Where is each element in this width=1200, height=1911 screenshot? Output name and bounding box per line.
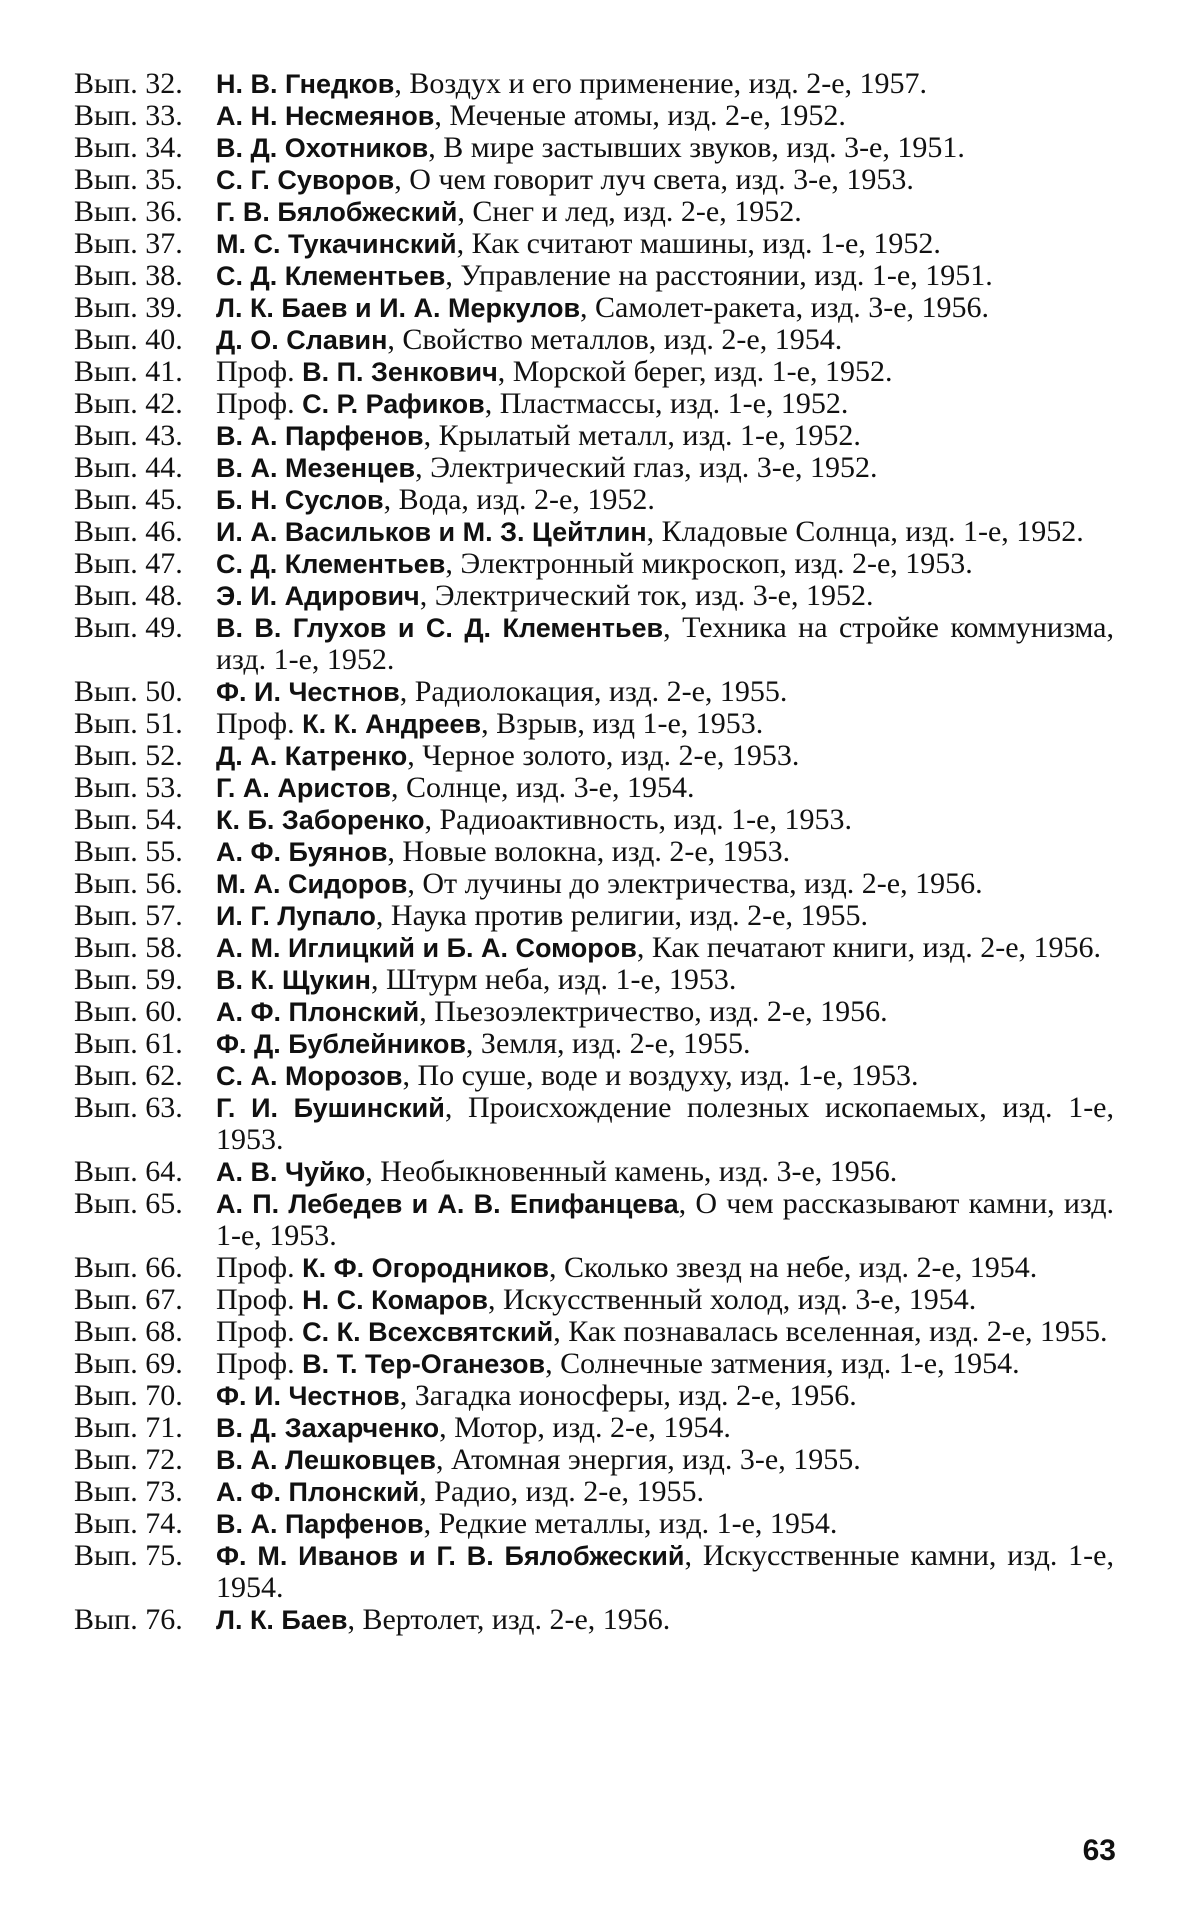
author-name: Г. А. Аристов bbox=[216, 773, 391, 803]
author-name: А. Ф. Плонский bbox=[216, 1477, 420, 1507]
entry-text bbox=[216, 452, 1114, 484]
author-name: И. А. Васильков и М. З. Цейтлин bbox=[216, 517, 647, 547]
list-item bbox=[74, 740, 1114, 772]
entry-text bbox=[216, 324, 1114, 356]
book-title: , Электрический ток, изд. 3-е, 1952. bbox=[419, 579, 874, 612]
author-name: К. Б. Заборенко bbox=[216, 805, 425, 835]
issue-number: Вып. 43. bbox=[74, 419, 183, 452]
book-title: , Крылатый металл, изд. 1-е, 1952. bbox=[423, 419, 861, 452]
author-name: К. Ф. Огородников bbox=[302, 1253, 549, 1283]
list-item bbox=[74, 868, 1114, 900]
book-title: , Радиолокация, изд. 2-е, 1955. bbox=[399, 675, 788, 708]
entry-text bbox=[216, 484, 1114, 516]
author-name: В. Т. Тер-Оганезов bbox=[302, 1349, 546, 1379]
list-item bbox=[74, 132, 1114, 164]
list-item bbox=[74, 1316, 1114, 1348]
book-title: , Редкие металлы, изд. 1-е, 1954. bbox=[423, 1507, 838, 1540]
entry-text bbox=[216, 292, 1114, 324]
book-title: , Новые волокна, изд. 2-е, 1953. bbox=[387, 835, 791, 868]
author-name: Л. К. Баев bbox=[216, 1605, 348, 1635]
entry-text bbox=[216, 676, 1114, 708]
entry-text bbox=[216, 516, 1114, 548]
list-item bbox=[74, 516, 1114, 548]
list-item bbox=[74, 1604, 1114, 1636]
issue-number: Вып. 33. bbox=[74, 99, 183, 132]
list-item bbox=[74, 1060, 1114, 1092]
book-title: , Наука против религии, изд. 2-е, 1955. bbox=[375, 899, 868, 932]
book-title: , Воздух и его применение, изд. 2-е, 1957. bbox=[394, 67, 928, 100]
issue-number: Вып. 41. bbox=[74, 355, 183, 388]
list-item bbox=[74, 420, 1114, 452]
issue-number: Вып. 35. bbox=[74, 163, 183, 196]
list-item bbox=[74, 612, 1114, 676]
issue-number: Вып. 48. bbox=[74, 579, 183, 612]
issue-number: Вып. 76. bbox=[74, 1603, 183, 1636]
title-prefix: Проф. bbox=[216, 1315, 303, 1348]
issue-number: Вып. 52. bbox=[74, 739, 183, 772]
list-item bbox=[74, 1284, 1114, 1316]
book-title: , О чем говорит луч света, изд. 3-е, 1953. bbox=[394, 163, 914, 196]
issue-number: Вып. 67. bbox=[74, 1283, 183, 1316]
entry-text bbox=[216, 1348, 1114, 1380]
list-item bbox=[74, 164, 1114, 196]
entry-text bbox=[216, 356, 1114, 388]
book-title: , Как познавалась вселенная, изд. 2-е, 1955. bbox=[553, 1315, 1108, 1348]
book-title: , Электрический глаз, изд. 3-е, 1952. bbox=[415, 451, 878, 484]
list-item bbox=[74, 1380, 1114, 1412]
author-name: В. А. Парфенов bbox=[216, 421, 424, 451]
list-item bbox=[74, 68, 1114, 100]
book-title: , Атомная энергия, изд. 3-е, 1955. bbox=[435, 1443, 861, 1476]
list-item bbox=[74, 580, 1114, 612]
entry-text bbox=[216, 804, 1114, 836]
author-name: Э. И. Адирович bbox=[216, 581, 420, 611]
entry-text bbox=[216, 164, 1114, 196]
issue-number: Вып. 70. bbox=[74, 1379, 183, 1412]
issue-number: Вып. 32. bbox=[74, 67, 183, 100]
book-title: , Техника на стройке коммунизма, изд. 1-е, 1952. bbox=[216, 611, 1114, 676]
list-item bbox=[74, 356, 1114, 388]
entry-text bbox=[216, 1156, 1114, 1188]
author-name: Ф. И. Честнов bbox=[216, 677, 400, 707]
list-item bbox=[74, 292, 1114, 324]
entry-text bbox=[216, 1444, 1114, 1476]
list-item bbox=[74, 1156, 1114, 1188]
issue-number: Вып. 74. bbox=[74, 1507, 183, 1540]
issue-number: Вып. 36. bbox=[74, 195, 183, 228]
entry-text bbox=[216, 1540, 1114, 1604]
list-item bbox=[74, 1028, 1114, 1060]
list-item bbox=[74, 676, 1114, 708]
entry-text bbox=[216, 1476, 1114, 1508]
list-item bbox=[74, 708, 1114, 740]
author-name: В. А. Парфенов bbox=[216, 1509, 424, 1539]
book-title: , Радио, изд. 2-е, 1955. bbox=[419, 1475, 705, 1508]
entry-text bbox=[216, 1380, 1114, 1412]
list-item bbox=[74, 1092, 1114, 1156]
list-item bbox=[74, 388, 1114, 420]
list-item bbox=[74, 1444, 1114, 1476]
entry-text bbox=[216, 260, 1114, 292]
author-name: Л. К. Баев и И. А. Меркулов bbox=[216, 293, 581, 323]
issue-number: Вып. 37. bbox=[74, 227, 183, 260]
author-name: Г. В. Бялобжеский bbox=[216, 197, 458, 227]
author-name: А. В. Чуйко bbox=[216, 1157, 366, 1187]
entry-text bbox=[216, 868, 1114, 900]
issue-number: Вып. 53. bbox=[74, 771, 183, 804]
issue-number: Вып. 49. bbox=[74, 611, 183, 644]
author-name: А. Ф. Плонский bbox=[216, 997, 420, 1027]
page-number: 63 bbox=[1082, 1834, 1116, 1867]
entry-text bbox=[216, 772, 1114, 804]
entry-text bbox=[216, 900, 1114, 932]
book-title: , Штурм неба, изд. 1-е, 1953. bbox=[370, 963, 737, 996]
list-item bbox=[74, 196, 1114, 228]
book-title: , Снег и лед, изд. 2-е, 1952. bbox=[457, 195, 802, 228]
title-prefix: Проф. bbox=[216, 1251, 303, 1284]
author-name: В. В. Глухов и С. Д. Клементьев bbox=[216, 613, 664, 643]
issue-number: Вып. 71. bbox=[74, 1411, 183, 1444]
entry-text bbox=[216, 548, 1114, 580]
title-prefix: Проф. bbox=[216, 1283, 303, 1316]
publication-list bbox=[74, 68, 1114, 1636]
issue-number: Вып. 75. bbox=[74, 1539, 183, 1572]
book-title: , Взрыв, изд 1-е, 1953. bbox=[481, 707, 764, 740]
issue-number: Вып. 47. bbox=[74, 547, 183, 580]
list-item bbox=[74, 452, 1114, 484]
title-prefix: Проф. bbox=[216, 1347, 303, 1380]
list-item bbox=[74, 964, 1114, 996]
entry-text bbox=[216, 1412, 1114, 1444]
author-name: Н. С. Комаров bbox=[302, 1285, 488, 1315]
book-title: , По суше, воде и воздуху, изд. 1-е, 1953. bbox=[402, 1059, 919, 1092]
book-title: , Свойство металлов, изд. 2-е, 1954. bbox=[387, 323, 843, 356]
entry-text bbox=[216, 996, 1114, 1028]
issue-number: Вып. 61. bbox=[74, 1027, 183, 1060]
book-title: , Управление на расстоянии, изд. 1-е, 1951. bbox=[445, 259, 993, 292]
issue-number: Вып. 50. bbox=[74, 675, 183, 708]
entry-text bbox=[216, 388, 1114, 420]
entry-text bbox=[216, 1284, 1114, 1316]
issue-number: Вып. 64. bbox=[74, 1155, 183, 1188]
book-title: , Кладовые Солнца, изд. 1-е, 1952. bbox=[646, 515, 1084, 548]
entry-text bbox=[216, 100, 1114, 132]
entry-text bbox=[216, 1188, 1114, 1252]
author-name: А. М. Иглицкий и Б. А. Соморов bbox=[216, 933, 637, 963]
entry-text bbox=[216, 1508, 1114, 1540]
issue-number: Вып. 51. bbox=[74, 707, 183, 740]
book-title: , Электронный микроскоп, изд. 2-е, 1953. bbox=[445, 547, 973, 580]
entry-text bbox=[216, 612, 1114, 676]
entry-text bbox=[216, 708, 1114, 740]
book-title: , О чем рассказывают камни, изд. 1-е, 1953. bbox=[216, 1187, 1115, 1252]
list-item bbox=[74, 1508, 1114, 1540]
list-item bbox=[74, 548, 1114, 580]
book-title: , Как считают машины, изд. 1-е, 1952. bbox=[456, 227, 941, 260]
author-name: В. Д. Захарченко bbox=[216, 1413, 440, 1443]
entry-text bbox=[216, 420, 1114, 452]
author-name: В. А. Лешковцев bbox=[216, 1445, 436, 1475]
entry-text bbox=[216, 1316, 1114, 1348]
title-prefix: Проф. bbox=[216, 707, 303, 740]
author-name: В. П. Зенкович bbox=[302, 357, 498, 387]
author-name: С. Г. Суворов bbox=[216, 165, 395, 195]
issue-number: Вып. 54. bbox=[74, 803, 183, 836]
list-item bbox=[74, 900, 1114, 932]
book-title: , Происхождение полезных ископаемых, изд. 1-е, 1953. bbox=[216, 1091, 1114, 1156]
author-name: М. С. Тукачинский bbox=[216, 229, 457, 259]
author-name: Г. И. Бушинский bbox=[216, 1093, 445, 1123]
author-name: С. К. Всехсвятский bbox=[302, 1317, 554, 1347]
entry-text bbox=[216, 1604, 1114, 1636]
book-title: , Солнечные затмения, изд. 1-е, 1954. bbox=[545, 1347, 1020, 1380]
entry-text bbox=[216, 1028, 1114, 1060]
list-item bbox=[74, 1348, 1114, 1380]
author-name: С. Д. Клементьев bbox=[216, 261, 446, 291]
book-title: , Радиоактивность, изд. 1-е, 1953. bbox=[424, 803, 852, 836]
issue-number: Вып. 34. bbox=[74, 131, 183, 164]
issue-number: Вып. 68. bbox=[74, 1315, 183, 1348]
issue-number: Вып. 59. bbox=[74, 963, 183, 996]
issue-number: Вып. 56. bbox=[74, 867, 183, 900]
entry-text bbox=[216, 964, 1114, 996]
list-item bbox=[74, 836, 1114, 868]
book-title: , Пьезоэлектричество, изд. 2-е, 1956. bbox=[419, 995, 888, 1028]
entry-text bbox=[216, 740, 1114, 772]
entry-text bbox=[216, 932, 1114, 964]
list-item bbox=[74, 932, 1114, 964]
entry-text bbox=[216, 132, 1114, 164]
author-name: С. А. Морозов bbox=[216, 1061, 403, 1091]
author-name: Б. Н. Суслов bbox=[216, 485, 384, 515]
author-name: К. К. Андреев bbox=[302, 709, 482, 739]
book-title: , Вода, изд. 2-е, 1952. bbox=[383, 483, 655, 516]
list-item bbox=[74, 772, 1114, 804]
book-title: , Земля, изд. 2-е, 1955. bbox=[465, 1027, 751, 1060]
author-name: А. П. Лебедев и А. В. Епифанцева bbox=[216, 1189, 679, 1219]
book-title: , Искусственный холод, изд. 3-е, 1954. bbox=[487, 1283, 977, 1316]
entry-text bbox=[216, 836, 1114, 868]
author-name: С. Д. Клементьев bbox=[216, 549, 446, 579]
list-item bbox=[74, 996, 1114, 1028]
entry-text bbox=[216, 580, 1114, 612]
issue-number: Вып. 60. bbox=[74, 995, 183, 1028]
issue-number: Вып. 58. bbox=[74, 931, 183, 964]
book-title: , Как печатают книги, изд. 2-е, 1956. bbox=[636, 931, 1102, 964]
book-title: , Искусственные камни, изд. 1-е, 1954. bbox=[216, 1539, 1114, 1604]
book-title: , Необыкновенный камень, изд. 3-е, 1956. bbox=[365, 1155, 898, 1188]
author-name: Ф. М. Иванов и Г. В. Бялобжеский bbox=[216, 1541, 685, 1571]
list-item bbox=[74, 1412, 1114, 1444]
author-name: А. Ф. Буянов bbox=[216, 837, 388, 867]
issue-number: Вып. 39. bbox=[74, 291, 183, 324]
list-item bbox=[74, 484, 1114, 516]
book-title: , Черное золото, изд. 2-е, 1953. bbox=[407, 739, 800, 772]
entry-text bbox=[216, 196, 1114, 228]
author-name: Д. О. Славин bbox=[216, 325, 388, 355]
issue-number: Вып. 44. bbox=[74, 451, 183, 484]
book-title: , Вертолет, изд. 2-е, 1956. bbox=[347, 1603, 671, 1636]
entry-text bbox=[216, 1252, 1114, 1284]
list-item bbox=[74, 804, 1114, 836]
list-item bbox=[74, 324, 1114, 356]
book-title: , Пластмассы, изд. 1-е, 1952. bbox=[484, 387, 849, 420]
entry-text bbox=[216, 1092, 1114, 1156]
list-item bbox=[74, 100, 1114, 132]
issue-number: Вып. 38. bbox=[74, 259, 183, 292]
list-item bbox=[74, 1540, 1114, 1604]
issue-number: Вып. 62. bbox=[74, 1059, 183, 1092]
author-name: В. А. Мезенцев bbox=[216, 453, 416, 483]
book-title: , В мире застывших звуков, изд. 3-е, 1951. bbox=[428, 131, 965, 164]
author-name: Ф. Д. Бублейников bbox=[216, 1029, 466, 1059]
book-title: , Морской берег, изд. 1-е, 1952. bbox=[497, 355, 893, 388]
book-title: , Самолет-ракета, изд. 3-е, 1956. bbox=[580, 291, 990, 324]
issue-number: Вып. 45. bbox=[74, 483, 183, 516]
title-prefix: Проф. bbox=[216, 387, 303, 420]
title-prefix: Проф. bbox=[216, 355, 303, 388]
issue-number: Вып. 63. bbox=[74, 1091, 183, 1124]
entry-text bbox=[216, 228, 1114, 260]
author-name: А. Н. Несмеянов bbox=[216, 101, 435, 131]
book-title: , От лучины до электричества, изд. 2-е, 1956. bbox=[407, 867, 983, 900]
author-name: И. Г. Лупало bbox=[216, 901, 376, 931]
entry-text bbox=[216, 68, 1114, 100]
issue-number: Вып. 73. bbox=[74, 1475, 183, 1508]
issue-number: Вып. 69. bbox=[74, 1347, 183, 1380]
entry-text bbox=[216, 1060, 1114, 1092]
list-item bbox=[74, 260, 1114, 292]
issue-number: Вып. 46. bbox=[74, 515, 183, 548]
author-name: Ф. И. Честнов bbox=[216, 1381, 400, 1411]
author-name: В. Д. Охотников bbox=[216, 133, 429, 163]
issue-number: Вып. 57. bbox=[74, 899, 183, 932]
issue-number: Вып. 42. bbox=[74, 387, 183, 420]
list-item bbox=[74, 1188, 1114, 1252]
author-name: Н. В. Гнедков bbox=[216, 69, 395, 99]
book-title: , Мотор, изд. 2-е, 1954. bbox=[439, 1411, 731, 1444]
book-title: , Сколько звезд на небе, изд. 2-е, 1954. bbox=[548, 1251, 1038, 1284]
issue-number: Вып. 40. bbox=[74, 323, 183, 356]
author-name: В. К. Щукин bbox=[216, 965, 371, 995]
list-item bbox=[74, 1252, 1114, 1284]
issue-number: Вып. 66. bbox=[74, 1251, 183, 1284]
book-title: , Меченые атомы, изд. 2-е, 1952. bbox=[434, 99, 846, 132]
author-name: С. Р. Рафиков bbox=[302, 389, 485, 419]
issue-number: Вып. 65. bbox=[74, 1187, 183, 1220]
issue-number: Вып. 72. bbox=[74, 1443, 183, 1476]
author-name: Д. А. Катренко bbox=[216, 741, 408, 771]
issue-number: Вып. 55. bbox=[74, 835, 183, 868]
list-item bbox=[74, 228, 1114, 260]
author-name: М. А. Сидоров bbox=[216, 869, 408, 899]
list-item bbox=[74, 1476, 1114, 1508]
book-title: , Загадка ионосферы, изд. 2-е, 1956. bbox=[399, 1379, 857, 1412]
book-title: , Солнце, изд. 3-е, 1954. bbox=[391, 771, 695, 804]
